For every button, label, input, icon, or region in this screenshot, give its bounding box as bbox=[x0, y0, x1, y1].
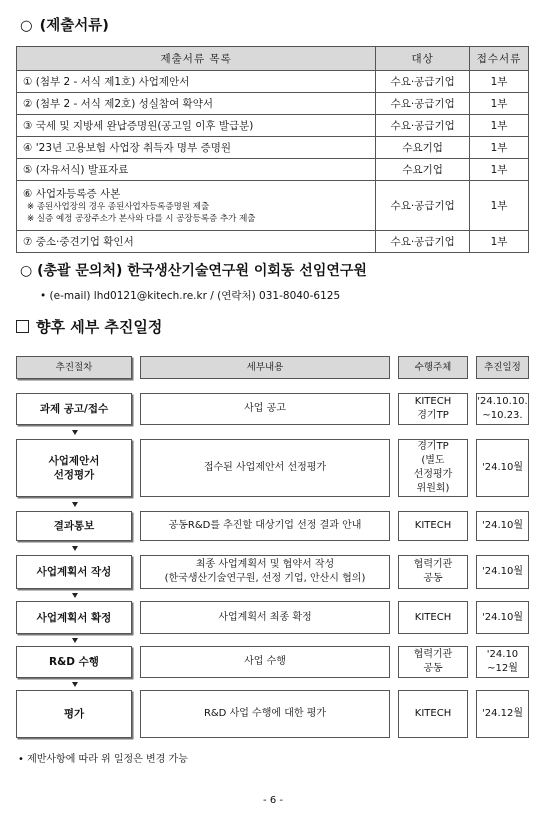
contact-line: ○ (총괄 문의처) 한국생산기술연구원 이회동 선임연구원 bbox=[20, 263, 367, 279]
header-date: 추진일정 bbox=[476, 356, 529, 379]
schedule-owner: 협력기관 공동 bbox=[398, 555, 468, 589]
down-arrow-icon bbox=[72, 638, 78, 643]
schedule-step: 사업계획서 확정 bbox=[16, 601, 132, 634]
schedule-row bbox=[16, 393, 529, 425]
schedule-detail: 사업 수행 bbox=[140, 646, 390, 678]
table-row bbox=[17, 159, 529, 181]
document-target: 수요기업 bbox=[376, 159, 470, 181]
schedule-step: 사업제안서 선정평가 bbox=[16, 439, 132, 497]
section-bullet: ○ bbox=[20, 18, 33, 34]
schedule-row bbox=[16, 511, 529, 541]
footnote: • 제반사항에 따라 위 일정은 변경 가능 bbox=[18, 754, 188, 765]
schedule-row bbox=[16, 601, 529, 634]
schedule-detail: 사업 공고 bbox=[140, 393, 390, 425]
document-name: ② (첨부 2 - 서식 제2호) 성실참여 확약서 bbox=[17, 93, 376, 115]
document-note: ※ 종된사업장의 경우 종된사업자등록증명원 제출 bbox=[27, 202, 210, 212]
document-target: 수요·공급기업 bbox=[376, 93, 470, 115]
document-target: 수요·공급기업 bbox=[376, 181, 470, 231]
document-name: ④ '23년 고용보험 사업장 취득자 명부 증명원 bbox=[17, 137, 376, 159]
table-row bbox=[17, 115, 529, 137]
schedule-title-text: 향후 세부 추진일정 bbox=[36, 318, 163, 336]
document-name: ⑤ (자유서식) 발표자료 bbox=[17, 159, 376, 181]
schedule-owner: 경기TP (별도 선정평가 위원회) bbox=[398, 439, 468, 497]
document-target: 수요·공급기업 bbox=[376, 231, 470, 253]
table-row bbox=[17, 231, 529, 253]
schedule-row bbox=[16, 646, 529, 678]
schedule-detail: 접수된 사업제안서 선정평가 bbox=[140, 439, 390, 497]
schedule-row bbox=[16, 555, 529, 589]
schedule-date: '24.10월 bbox=[476, 511, 529, 541]
schedule-date: '24.10월 bbox=[476, 439, 529, 497]
schedule-step: 평가 bbox=[16, 690, 132, 738]
schedule-row bbox=[16, 439, 529, 497]
down-arrow-icon bbox=[72, 593, 78, 598]
schedule-owner: 협력기관 공동 bbox=[398, 646, 468, 678]
schedule-detail: 공동R&D를 추진할 대상기업 선정 결과 안내 bbox=[140, 511, 390, 541]
schedule-owner: KITECH 경기TP bbox=[398, 393, 468, 425]
submission-documents-table bbox=[16, 46, 529, 253]
table-row bbox=[17, 93, 529, 115]
checkbox-square-icon bbox=[16, 320, 29, 333]
header-owner: 수행주체 bbox=[398, 356, 468, 379]
down-arrow-icon bbox=[72, 682, 78, 687]
document-copies: 1부 bbox=[470, 71, 529, 93]
document-copies: 1부 bbox=[470, 115, 529, 137]
schedule-owner: KITECH bbox=[398, 690, 468, 738]
schedule-step: 과제 공고/접수 bbox=[16, 393, 132, 425]
down-arrow-icon bbox=[72, 430, 78, 435]
document-target: 수요·공급기업 bbox=[376, 71, 470, 93]
document-copies: 1부 bbox=[470, 231, 529, 253]
document-copies: 1부 bbox=[470, 159, 529, 181]
document-name: ① (첨부 2 - 서식 제1호) 사업제안서 bbox=[17, 71, 376, 93]
header-document-list: 제출서류 목록 bbox=[17, 47, 376, 71]
schedule-date: '24.12월 bbox=[476, 690, 529, 738]
header-target: 대상 bbox=[376, 47, 470, 71]
header-step: 추진절차 bbox=[16, 356, 132, 379]
page-number: - 6 - bbox=[263, 795, 283, 806]
header-detail: 세부내용 bbox=[140, 356, 390, 379]
schedule-date: '24.10 ~12월 bbox=[476, 646, 529, 678]
document-copies: 1부 bbox=[470, 181, 529, 231]
schedule-detail: 최종 사업계획서 및 협약서 작성 (한국생산기술연구원, 선정 기업, 안산시 협의) bbox=[140, 555, 390, 589]
document-copies: 1부 bbox=[470, 137, 529, 159]
schedule-step: 결과통보 bbox=[16, 511, 132, 541]
schedule-date: '24.10월 bbox=[476, 601, 529, 634]
table-row bbox=[17, 137, 529, 159]
document-copies: 1부 bbox=[470, 93, 529, 115]
document-name: ⑥ 사업자등록증 사본 bbox=[23, 188, 121, 200]
header-copies: 접수서류 bbox=[470, 47, 529, 71]
schedule-owner: KITECH bbox=[398, 511, 468, 541]
contact-detail: • (e-mail) lhd0121@kitech.re.kr / (연락처) 031-8040-6125 bbox=[40, 290, 341, 302]
schedule-owner: KITECH bbox=[398, 601, 468, 634]
schedule-title bbox=[16, 316, 162, 337]
document-name-cell bbox=[17, 181, 376, 231]
schedule-date: '24.10.10. ~10.23. bbox=[476, 393, 529, 425]
document-target: 수요기업 bbox=[376, 137, 470, 159]
document-name: ⑦ 중소·중견기업 확인서 bbox=[17, 231, 376, 253]
down-arrow-icon bbox=[72, 546, 78, 551]
schedule-row bbox=[16, 690, 529, 738]
document-target: 수요·공급기업 bbox=[376, 115, 470, 137]
schedule-date: '24.10월 bbox=[476, 555, 529, 589]
schedule-step: R&D 수행 bbox=[16, 646, 132, 678]
table-row bbox=[17, 181, 529, 231]
table-row bbox=[17, 71, 529, 93]
section-title-text: (제출서류) bbox=[39, 18, 109, 34]
document-note: ※ 실증 예정 공장주소가 본사와 다를 시 공장등록증 추가 제출 bbox=[27, 214, 256, 224]
down-arrow-icon bbox=[72, 502, 78, 507]
schedule-detail: 사업계획서 최종 확정 bbox=[140, 601, 390, 634]
section-title-documents bbox=[20, 14, 109, 35]
schedule-detail: R&D 사업 수행에 대한 평가 bbox=[140, 690, 390, 738]
schedule-step: 사업계획서 작성 bbox=[16, 555, 132, 589]
document-name: ③ 국세 및 지방세 완납증명원(공고일 이후 발급분) bbox=[17, 115, 376, 137]
